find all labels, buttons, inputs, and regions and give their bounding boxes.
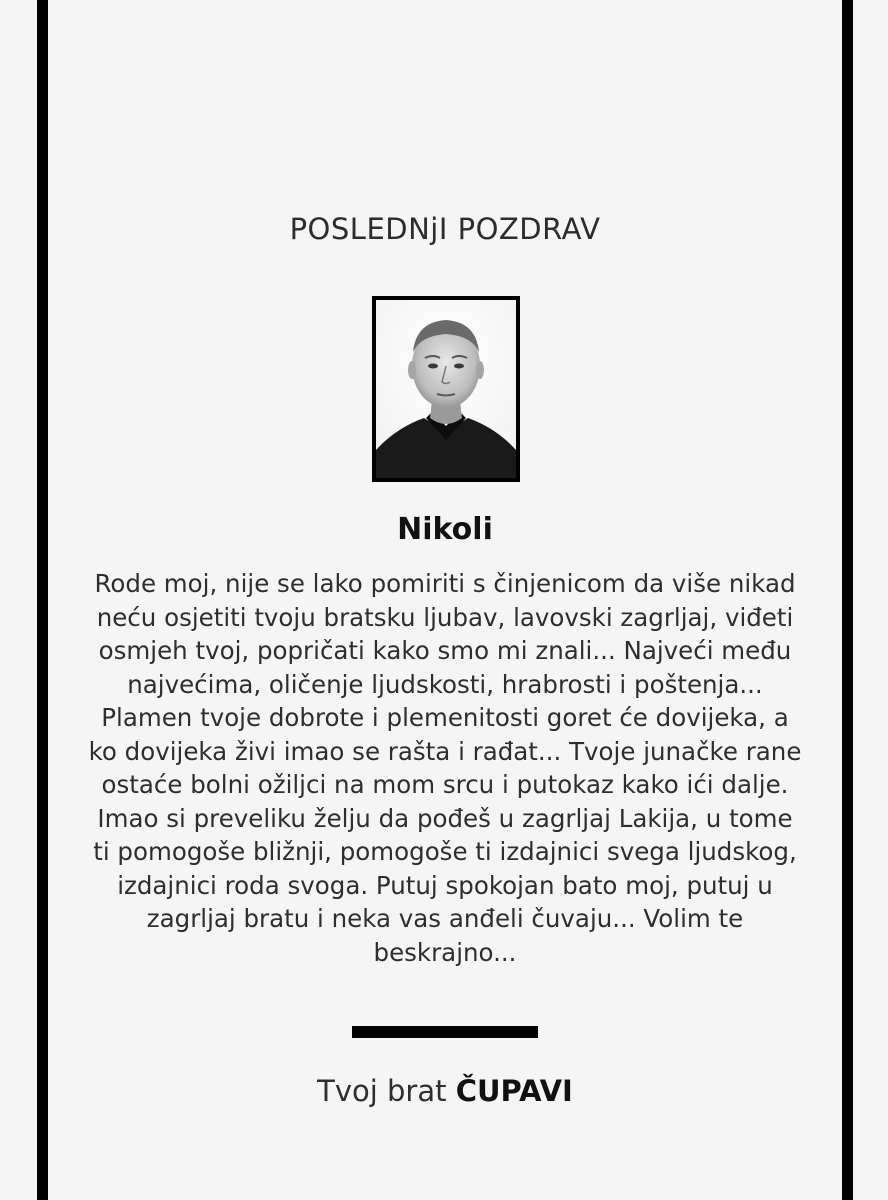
- deceased-name: Nikoli: [397, 512, 493, 547]
- farewell-message: Rode moj, nije se lako pomiriti s činjenicom da više nikad neću osjetiti tvoju bratsku ljubav, lavovski zagrljaj, viđeti osmjeh tvoj, popričati kako smo mi znali... Najveći među najvećima, oličenje ljudskosti, hrabrosti i poštenja... Plamen tvoje dobrote i plemenitosti goret će dovijeka, a ko dovijeka živi imao se rašta i rađat... Tvoje junačke rane ostaće bolni ožiljci na mom srcu i putokaz kako ići dalje. Imao si preveliku želju da pođeš u zagrljaj Lakija, u tome ti pomogoše bližnji, pomogoše ti izdajnici svega ljudskog, izdajnici roda svoga. Putuj spokojan bato moj, putuj u zagrljaj bratu i neka vas anđeli čuvaju... Volim te beskrajno...: [88, 569, 802, 967]
- divider-bar: [352, 1026, 538, 1038]
- signature-name: ČUPAVI: [455, 1074, 573, 1108]
- left-border: [37, 0, 48, 1200]
- portrait-photo: [372, 296, 520, 482]
- notice-header: POSLEDNjI POZDRAV: [289, 212, 601, 246]
- signature-prefix: Tvoj brat: [317, 1074, 456, 1108]
- right-border: [842, 0, 853, 1200]
- signature: [48, 1074, 842, 1108]
